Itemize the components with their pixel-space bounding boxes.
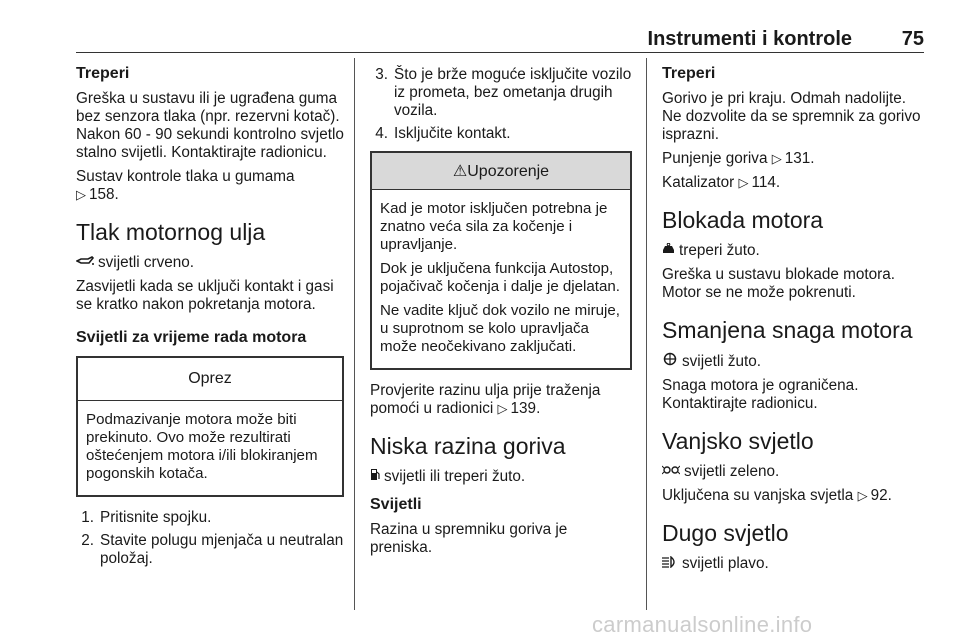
- subheading-treperi: Treperi: [662, 65, 716, 82]
- list-item: 4. Isključite kontakt.: [375, 125, 511, 142]
- column-2: [370, 58, 632, 563]
- caution-text: Podmazivanje motora može biti prekinuto. Ovo može rezultirati oštećenjem motora i/ili blokiranjem pogonskih kotača.: [86, 411, 318, 482]
- heading-high-beam: Dugo svjetlo: [662, 520, 789, 546]
- indicator-line: svijetli plavo.: [662, 555, 926, 573]
- subheading-running: Svijetli za vrijeme rada motora: [76, 329, 307, 346]
- page-number: 75: [901, 28, 924, 50]
- heading-low-fuel: Niska razina goriva: [370, 433, 566, 459]
- caution-box: [76, 356, 344, 497]
- step-list: [370, 66, 632, 143]
- page-header: [76, 28, 924, 50]
- cross-reference: Provjerite razinu ulja prije traženja pomoći u radionici ▷ 139.: [370, 382, 601, 417]
- heading-reduced-power: Smanjena snaga motora: [662, 317, 913, 343]
- cross-reference: Katalizator ▷ 114.: [662, 174, 781, 191]
- heading-oil-pressure: Tlak motornog ulja: [76, 219, 266, 245]
- list-item: 1. Pritisnite spojku.: [81, 509, 212, 526]
- warning-title: ⚠Upozorenje: [372, 153, 630, 190]
- heading-exterior-light: Vanjsko svjetlo: [662, 428, 814, 454]
- indicator-line: svijetli ili treperi žuto.: [370, 468, 632, 486]
- step-list: [76, 509, 344, 568]
- subheading-treperi: Treperi: [76, 65, 130, 82]
- high-beam-icon: [662, 555, 678, 573]
- oil-can-icon: [76, 254, 94, 272]
- exterior-light-icon: [662, 463, 680, 481]
- page-link[interactable]: 114.: [751, 174, 781, 191]
- list-item: 2. Stavite polugu mjenjača u neutralan položaj.: [81, 532, 344, 567]
- warning-text: Kad je motor isključen potrebna je znatno veća sila za kočenje i upravljanje.: [380, 200, 608, 253]
- column-3: [662, 58, 926, 579]
- warning-box: [370, 151, 632, 370]
- arrow-reference-icon: ▷: [76, 187, 86, 202]
- indicator-line: svijetli žuto.: [662, 352, 926, 371]
- list-item: 3. Što je brže moguće isključite vozilo iz prometa, bez ometanja drugih vozila.: [375, 66, 632, 119]
- indicator-line: svijetli crveno.: [76, 254, 344, 272]
- paragraph: Greška u sustavu ili je ugrađena guma bez senzora tlaka (npr. rezervni kotač). Nakon 60 - 90 sekundi kontrolno svjetlo stalno svijetli. Kontaktirajte radionicu.: [76, 90, 344, 161]
- warning-triangle-icon: ⚠: [452, 163, 468, 180]
- arrow-reference-icon: ▷: [857, 488, 868, 503]
- paragraph: Razina u spremniku goriva je preniska.: [370, 521, 568, 556]
- paragraph: Gorivo je pri kraju. Odmah nadolijte. Ne dozvolite da se spremnik za gorivo isprazni.: [662, 90, 921, 143]
- section-title: Instrumenti i kontrole: [647, 28, 852, 50]
- heading-immobiliser: Blokada motora: [662, 207, 824, 233]
- column-divider-2: [646, 58, 647, 610]
- car-key-icon: [662, 242, 675, 260]
- indicator-line: treperi žuto.: [662, 242, 926, 260]
- column-divider-1: [354, 58, 355, 610]
- arrow-reference-icon: ▷: [738, 175, 749, 190]
- column-1: [76, 58, 344, 573]
- arrow-reference-icon: ▷: [497, 401, 508, 416]
- arrow-reference-icon: ▷: [771, 151, 782, 166]
- warning-text: Dok je uključena funkcija Autostop, pojačivač kočenja i dalje je djelatan.: [380, 260, 620, 295]
- page-link[interactable]: 92.: [870, 487, 892, 504]
- subheading-svijetli: Svijetli: [370, 496, 422, 513]
- cross-reference: Uključena su vanjska svjetla ▷ 92.: [662, 487, 892, 504]
- caution-title: Oprez: [78, 358, 342, 401]
- watermark: carmanualsonline.info: [592, 612, 813, 637]
- indicator-line: svijetli zeleno.: [662, 463, 926, 481]
- fuel-pump-icon: [370, 468, 380, 486]
- warning-text: Ne vadite ključ dok vozilo ne miruje, u suprotnom se kolo upravljača može neočekivano zaključati.: [380, 302, 620, 355]
- paragraph: Zasvijetli kada se uključi kontakt i gasi se kratko nakon pokretanja motora.: [76, 278, 334, 313]
- page-link[interactable]: 158.: [89, 186, 119, 203]
- header-divider: [76, 52, 924, 53]
- page-link[interactable]: 131.: [784, 150, 815, 167]
- paragraph: Snaga motora je ograničena. Kontaktirajte radionicu.: [662, 377, 859, 412]
- paragraph: Greška u sustavu blokade motora. Motor se ne može pokrenuti.: [662, 266, 895, 301]
- cross-reference: Sustav kontrole tlaka u gumama ▷ 158.: [76, 168, 295, 203]
- cross-reference: Punjenje goriva ▷ 131.: [662, 150, 815, 167]
- reduced-power-icon: [662, 352, 678, 371]
- page-link[interactable]: 139.: [510, 400, 541, 417]
